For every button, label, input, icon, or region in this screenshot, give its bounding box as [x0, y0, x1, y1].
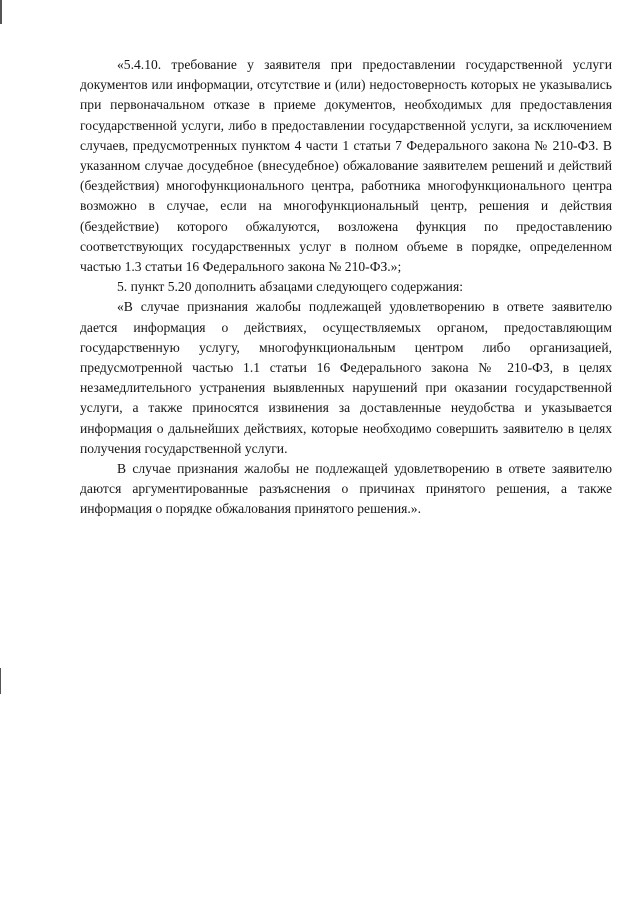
document-body	[80, 55, 612, 520]
paragraph-clause-5-4-10: «5.4.10. требование у заявителя при предоставлении государственной услуги документов или информации, отсутствие и (или) недостоверность которых не указывались при первоначальном отказе в приеме документов, необходимых для предоставления государственной услуги, либо в предоставлении государственной услуги, за исключением случаев, предусмотренных пунктом 4 части 1 статьи 7 Федерального закона № 210-ФЗ. В указанном случае досудебное (внесудебное) обжалование заявителем решений и действий (бездействия) многофункционального центра, работника многофункционального центра возможно в случае, если на многофункциональный центр, решения и действия (бездействие) которого обжалуются, возложена функция по предоставлению соответствующих государственных услуг в полном объеме в порядке, определенном частью 1.3 статьи 16 Федерального закона № 210-ФЗ.»;	[80, 57, 612, 275]
paragraph-complaint-rejected: В случае признания жалобы не подлежащей удовлетворению в ответе заявителю даются аргументированные разъяснения о причинах принятого решения, а также информация о порядке обжалования принятого решения.».	[80, 461, 612, 517]
scan-edge-mark	[0, 668, 1, 694]
paragraph-complaint-satisfied: «В случае признания жалобы подлежащей удовлетворению в ответе заявителю дается информация о действиях, осуществляемых органом, предоставляющим государственную услугу, многофункциональным центром либо организацией, предусмотренной частью 1.1 статьи 16 Федерального закона № 210-ФЗ, в целях незамедлительного устранения выявленных нарушений при оказании государственной услуги, а также приносятся извинения за доставленные неудобства и указывается информация о дальнейших действиях, которые необходимо совершить заявителю в целях получения государственной услуги.	[80, 299, 612, 456]
scan-edge-mark	[0, 0, 2, 24]
paragraph-item-5: 5. пункт 5.20 дополнить абзацами следующего содержания:	[117, 279, 463, 295]
